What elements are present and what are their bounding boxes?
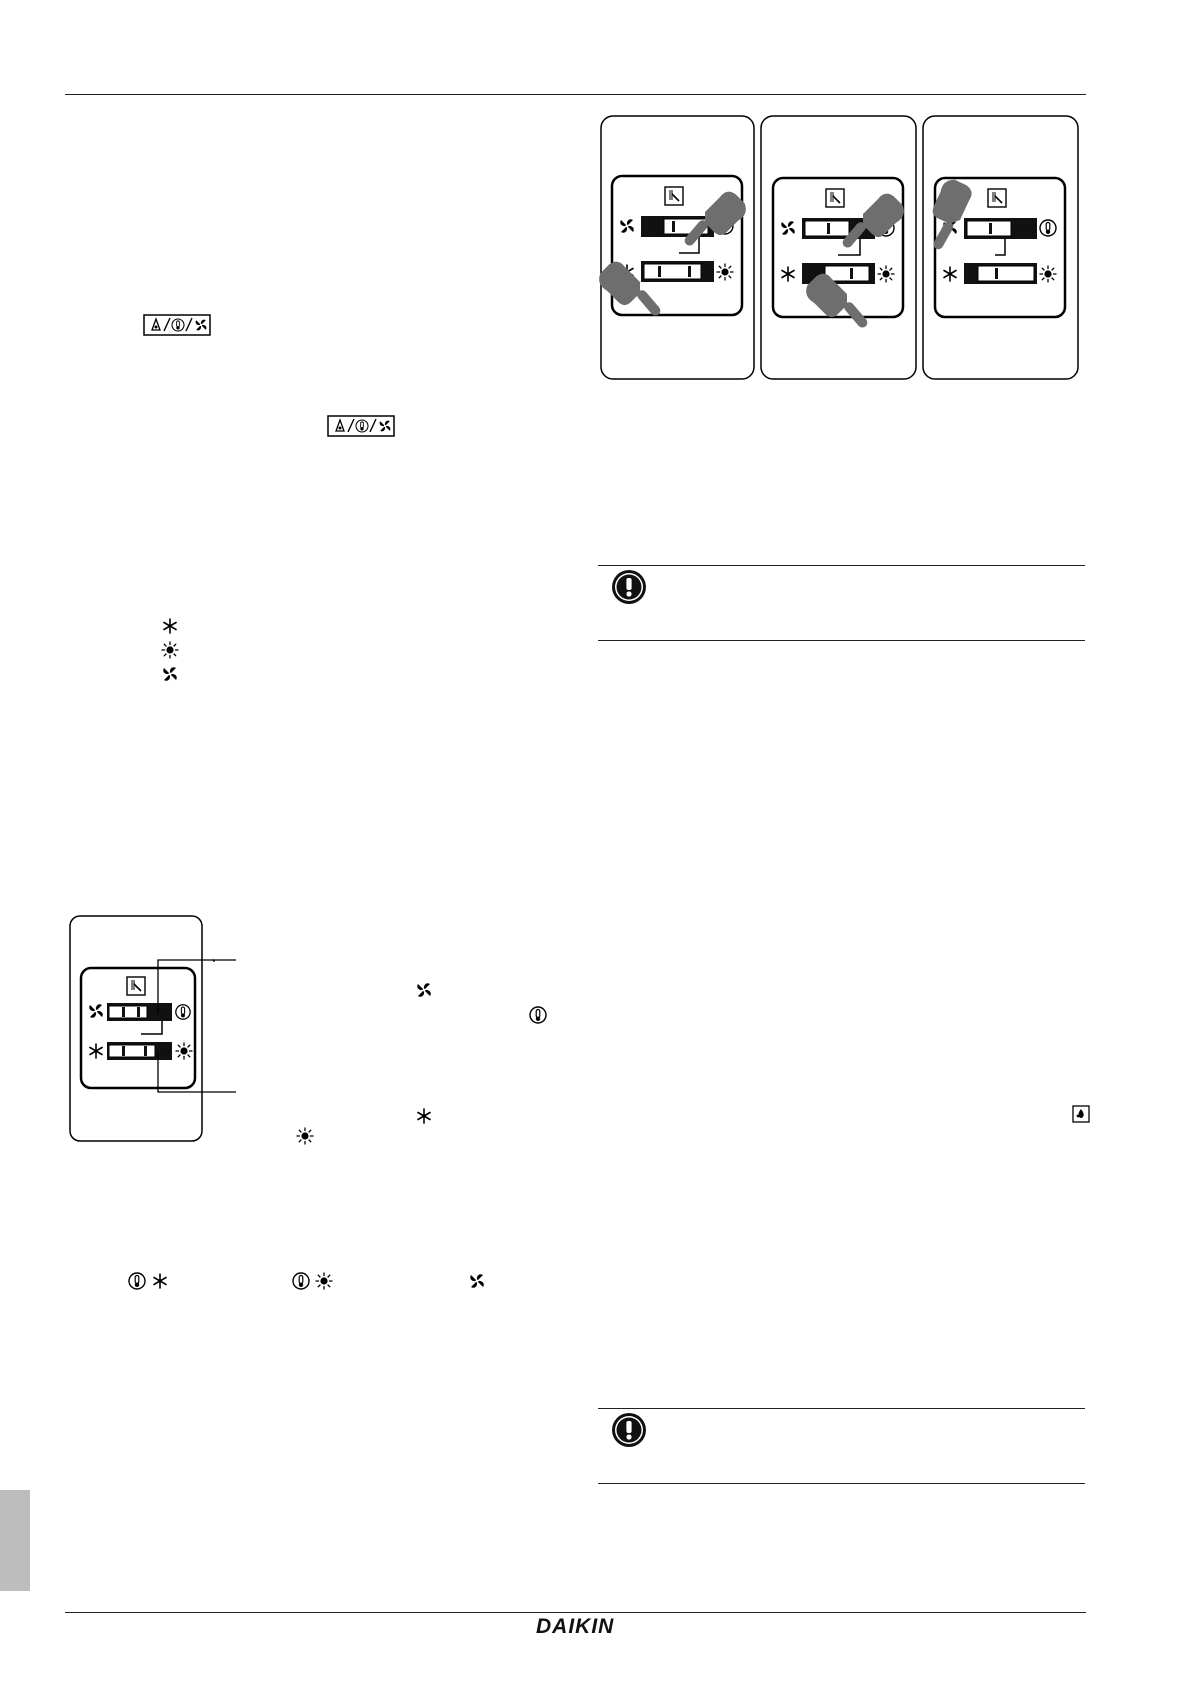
caution-icon: [609, 1410, 649, 1450]
step-panel-2: [761, 116, 916, 379]
switch-position-figure: [66, 914, 236, 1144]
mode-selector-icon: [327, 415, 395, 437]
caution-rule-bottom: [598, 1483, 1085, 1484]
snowflake-icon: [150, 1271, 170, 1291]
switch-steps-figure: [595, 112, 1085, 384]
fan-icon: [160, 664, 180, 684]
thermometer-icon: [527, 1004, 549, 1026]
snowflake-icon: [414, 1106, 434, 1126]
sun-icon: [314, 1271, 334, 1291]
caution-rule-bottom: [598, 640, 1085, 641]
sun-icon: [160, 640, 180, 660]
fan-icon: [414, 980, 434, 1000]
thermometer-icon: [290, 1270, 312, 1292]
brand-logo: DAIKIN: [536, 1615, 615, 1638]
droplet-icon: [1072, 1105, 1090, 1123]
step-panel-3: [919, 116, 1078, 379]
caution-rule-top: [598, 565, 1085, 566]
step-panel-1: [599, 116, 754, 379]
snowflake-icon: [160, 616, 180, 636]
caution-rule-top: [598, 1408, 1085, 1409]
footer-rule: [65, 1612, 1086, 1613]
fan-icon: [467, 1271, 487, 1291]
side-tab: [0, 1490, 30, 1591]
thermometer-icon: [126, 1270, 148, 1292]
caution-icon: [609, 567, 649, 607]
sun-icon: [295, 1126, 315, 1146]
mode-selector-icon: [143, 314, 211, 336]
header-rule: [65, 94, 1086, 95]
